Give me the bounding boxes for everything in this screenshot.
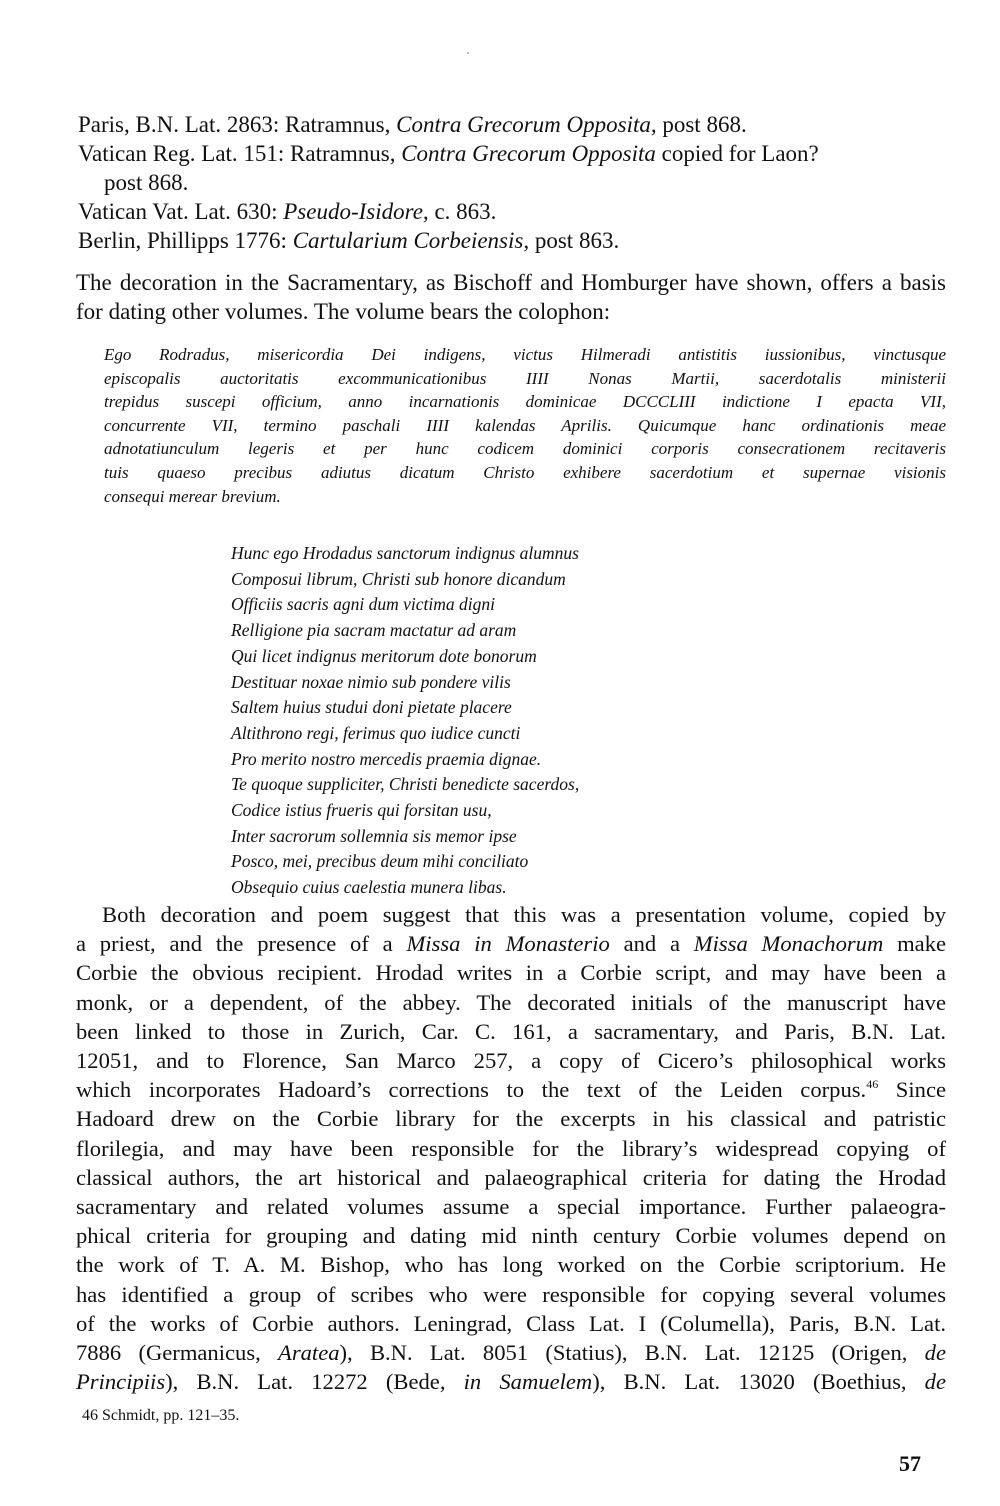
body-line — [76, 1367, 946, 1396]
body-text: ), B.N. Lat. 12272 (Bede, — [165, 1369, 464, 1395]
body-text: monk, or a dependent, of the abbey. The decorated initials of the manuscript have — [76, 989, 946, 1015]
manuscript-entry — [78, 226, 948, 255]
body-line — [76, 1309, 946, 1338]
poem-verse: Composui librum, Christi sub honore dicandum — [231, 568, 566, 589]
poem-verse: Destituar noxae nimio sub pondere vilis — [231, 671, 511, 692]
poem-verse: Saltem huius studui doni pietate placere — [231, 697, 512, 718]
scan-speck — [467, 52, 469, 54]
body-text: ), B.N. Lat. 8051 (Statius), B.N. Lat. 12125 (Origen, — [339, 1340, 925, 1366]
italic-title: Principiis — [76, 1369, 166, 1395]
body-line — [76, 1250, 946, 1279]
italic-title: in Samuelem — [463, 1369, 593, 1395]
body-text: phical criteria for grouping and dating mid ninth century Corbie volumes depend on — [76, 1223, 946, 1249]
body-text: has identified a group of scribes who were responsible for copying several volumes — [76, 1281, 946, 1307]
italic-title: Missa Monachorum — [693, 931, 884, 957]
body-text: Since — [878, 1077, 946, 1103]
body-line — [76, 1134, 946, 1163]
manuscript-entry — [78, 197, 948, 226]
manuscript-entry-continuation: post 868. — [104, 170, 189, 195]
body-line — [76, 988, 946, 1017]
manuscript-date: copied for Laon? — [655, 141, 819, 166]
body-text: florilegia, and may have been responsible for the library’s widespread copying of — [76, 1135, 946, 1161]
colophon-line: concurrente VII, termino paschali IIII kalendas Aprilis. Quicumque hanc ordinationis meae — [104, 415, 946, 435]
body-line — [76, 929, 946, 958]
manuscript-list — [78, 110, 948, 255]
manuscript-date: post 863. — [529, 228, 620, 253]
manuscript-work-title: Contra Grecorum Opposita, — [396, 112, 657, 137]
italic-title: de — [924, 1340, 946, 1366]
body-text: ), B.N. Lat. 13020 (Boethius, — [592, 1369, 925, 1395]
body-line — [76, 1104, 946, 1133]
body-text: Both decoration and poem suggest that this was a presentation volume, copied by — [102, 902, 946, 927]
body-paragraph — [76, 900, 946, 1396]
body-text: of the works of Corbie authors. Leningrad, Class Lat. I (Columella), Paris, B.N. Lat. — [76, 1310, 946, 1336]
colophon-line: trepidus suscepi officium, anno incarnationis dominicae DCCCLIII indictione I epacta VII, — [104, 392, 946, 412]
colophon-line: tuis quaeso precibus adiutus dicatum Christo exhibere sacerdotium et supernae visionis — [104, 462, 946, 482]
body-line — [76, 1192, 946, 1221]
colophon-line: episcopalis auctoritatis excommunicationibus IIII Nonas Martii, sacerdotalis ministerii — [104, 368, 946, 388]
poem-verse: Officiis sacris agni dum victima digni — [231, 594, 495, 615]
body-line — [76, 1163, 946, 1192]
manuscript-date: c. 863. — [428, 199, 497, 224]
body-text: 12051, and to Florence, San Marco 257, a copy of Cicero’s philosophical works — [76, 1048, 946, 1074]
poem-verse: Inter sacrorum sollemnia sis memor ipse — [231, 825, 517, 846]
body-text: 7886 (Germanicus, — [76, 1340, 279, 1366]
manuscript-work-title: Cartularium Corbeiensis, — [292, 228, 530, 253]
body-line — [76, 1046, 946, 1075]
body-line — [76, 1280, 946, 1309]
body-line — [76, 1017, 946, 1046]
poem-verse: Codice istius frueris qui forsitan usu, — [231, 800, 492, 821]
body-text: the work of T. A. M. Bishop, who has long worked on the Corbie scriptorium. He — [76, 1252, 946, 1278]
poem-verse: Hunc ego Hrodadus sanctorum indignus alumnus — [231, 543, 579, 563]
manuscript-work-title: Contra Grecorum Opposita — [401, 141, 656, 166]
body-text: been linked to those in Zurich, Car. C. 161, a sacramentary, and Paris, B.N. Lat. — [76, 1018, 946, 1044]
manuscript-shelfmark: Vatican Reg. Lat. 151: Ratramnus, — [78, 141, 402, 166]
italic-title: Missa in Monasterio — [406, 931, 610, 957]
poem-verse: Qui licet indignus meritorum dote bonorum — [231, 645, 537, 666]
footnote: 46 Schmidt, pp. 121–35. — [82, 1407, 240, 1424]
colophon-quotation — [104, 343, 946, 508]
body-text: sacramentary and related volumes assume a special importance. Further palaeogra- — [76, 1194, 946, 1220]
manuscript-entry — [78, 139, 948, 168]
italic-title: de — [924, 1369, 946, 1395]
body-text: Hadoard drew on the Corbie library for the excerpts in his classical and patristic — [76, 1106, 946, 1132]
body-text: a priest, and the presence of a — [76, 931, 407, 957]
manuscript-date: post 868. — [656, 112, 747, 137]
body-text: classical authors, the art historical and palaeographical criteria for dating the Hrodad — [76, 1164, 946, 1190]
page-number: 57 — [899, 1451, 921, 1476]
poem-verse: Pro merito nostro mercedis praemia dignae. — [231, 748, 542, 769]
poem-verse: Altithrono regi, ferimus quo iudice cuncti — [231, 722, 521, 743]
body-line — [76, 958, 946, 987]
poem-verse: Relligione pia sacram mactatur ad aram — [231, 620, 517, 641]
colophon-line: Ego Rodradus, misericordia Dei indigens, victus Hilmeradi antistitis iussionibus, vinctusque — [104, 345, 946, 364]
poem-verse: Obsequio cuius caelestia munera libas. — [231, 877, 507, 898]
poem-verse: Te quoque suppliciter, Christi benedicte sacerdos, — [231, 774, 580, 795]
colophon-line: adnotatiunculum legeris et per hunc codicem dominici corporis consecrationem recitaveris — [104, 439, 946, 459]
body-line — [76, 1221, 946, 1250]
body-text: which incorporates Hadoard’s corrections to the text of the Leiden corpus. — [76, 1077, 867, 1103]
footnote-reference: 46 — [866, 1077, 879, 1092]
body-line — [76, 1075, 946, 1104]
italic-title: Aratea — [278, 1340, 340, 1366]
manuscript-shelfmark: Vatican Vat. Lat. 630: — [78, 199, 284, 224]
manuscript-entry — [78, 110, 948, 139]
colophon-line: consequi merear brevium. — [104, 486, 281, 506]
body-line — [76, 900, 946, 929]
manuscript-shelfmark: Berlin, Phillipps 1776: — [78, 228, 293, 253]
body-text: and a — [609, 931, 694, 957]
manuscript-shelfmark: Paris, B.N. Lat. 2863: Ratramnus, — [78, 112, 397, 137]
body-line — [76, 1338, 946, 1367]
poem-verse: Posco, mei, precibus deum mihi conciliato — [231, 851, 529, 872]
intro-paragraph: The decoration in the Sacramentary, as Bischoff and Homburger have shown, offers a basis for dating other volumes. The volume bears the colophon: — [76, 270, 946, 324]
poem-quotation — [231, 541, 579, 901]
body-text: Corbie the obvious recipient. Hrodad writes in a Corbie script, and may have been a — [76, 960, 946, 986]
manuscript-work-title: Pseudo-Isidore, — [283, 199, 429, 224]
body-text: make — [883, 931, 947, 957]
